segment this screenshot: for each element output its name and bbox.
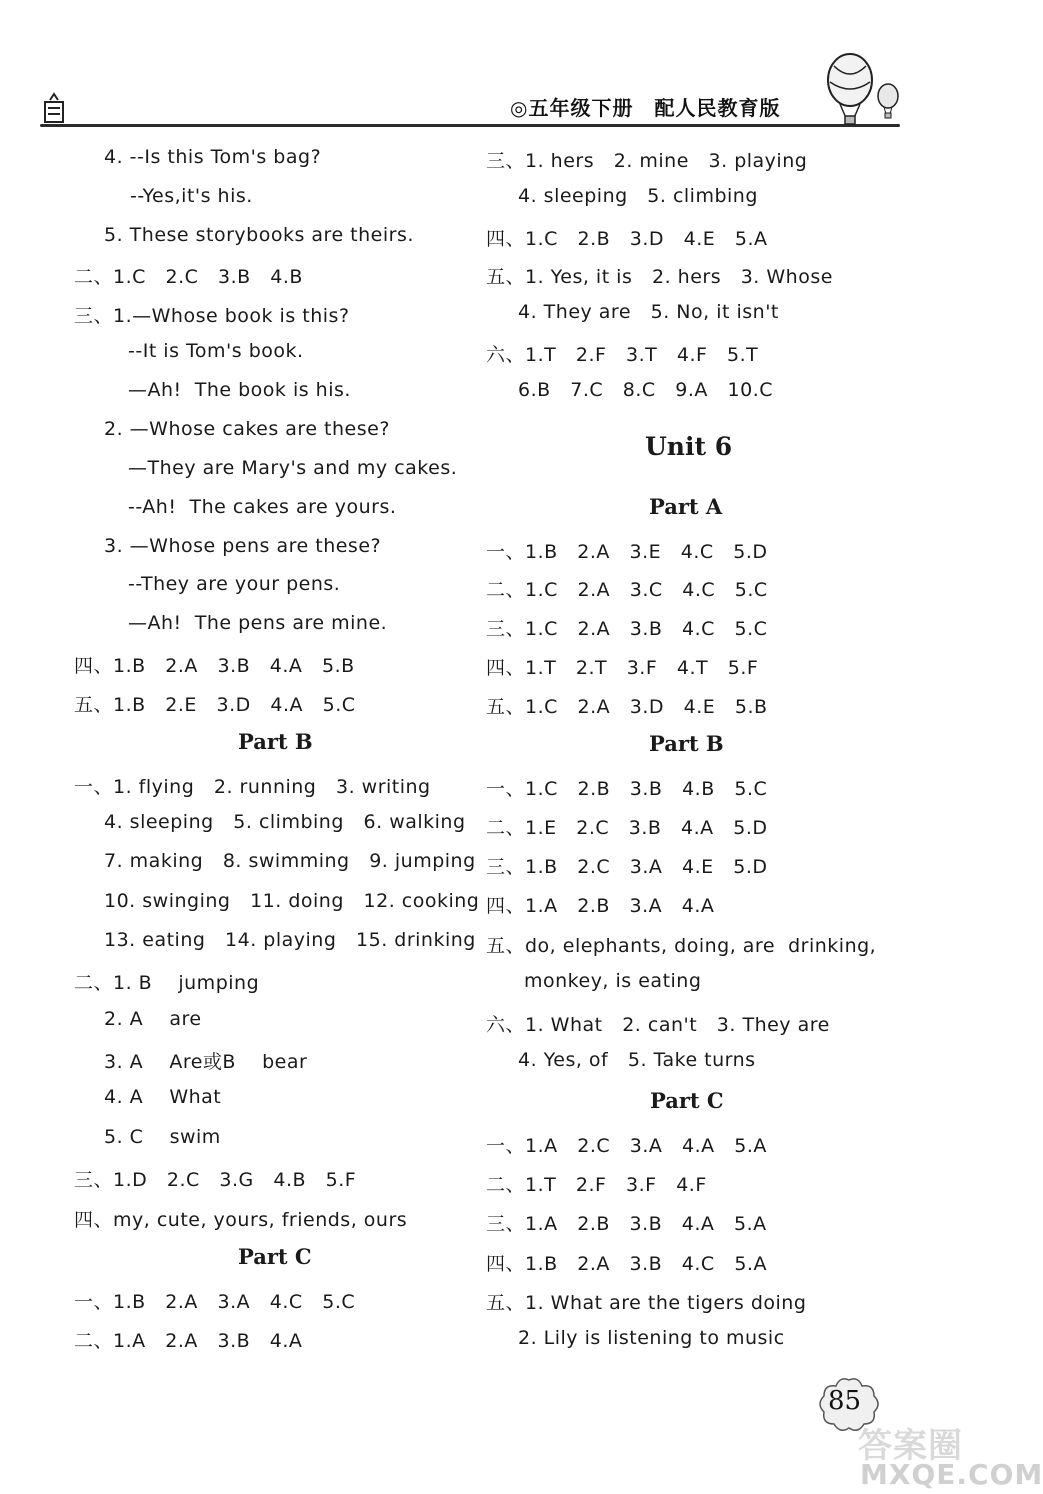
- unit-heading: Unit 6: [645, 432, 733, 461]
- answer-line: 二、1.C 2.A 3.C 4.C 5.C: [486, 579, 768, 601]
- answer-line: 7. making 8. swimming 9. jumping: [104, 850, 476, 872]
- answer-line: 六、1.T 2.F 3.T 4.F 5.T: [486, 344, 759, 366]
- answer-line: —Ah! The book is his.: [128, 379, 351, 401]
- answer-line: 四、1.A 2.B 3.A 4.A: [486, 895, 715, 917]
- answer-line: 一、1.C 2.B 3.B 4.B 5.C: [486, 778, 768, 800]
- answer-line: --It is Tom's book.: [128, 340, 304, 362]
- answer-line: 五、1.C 2.A 3.D 4.E 5.B: [486, 696, 768, 718]
- answer-line: 四、1.T 2.T 3.F 4.T 5.F: [486, 657, 759, 679]
- hot-air-balloon-icon: [818, 52, 908, 132]
- watermark-url: MXQE.COM: [860, 1458, 1043, 1491]
- answer-line: 五、1. What are the tigers doing: [486, 1292, 807, 1314]
- answer-line: 4. sleeping 5. climbing 6. walking: [104, 811, 466, 833]
- answer-line: 二、1.A 2.A 3.B 4.A: [74, 1330, 303, 1352]
- answer-line: 二、1.E 2.C 3.B 4.A 5.D: [486, 817, 768, 839]
- answer-line: --They are your pens.: [128, 573, 341, 595]
- section-heading-part-c: Part C: [650, 1088, 724, 1113]
- answer-line: 四、my, cute, yours, friends, ours: [74, 1209, 408, 1231]
- answer-line: 五、1.B 2.E 3.D 4.A 5.C: [74, 694, 356, 716]
- answer-line: 三、1.D 2.C 3.G 4.B 5.F: [74, 1169, 357, 1191]
- page-number: 85: [828, 1386, 862, 1416]
- answer-line: 4. Yes, of 5. Take turns: [518, 1049, 756, 1071]
- answer-line: 一、1.B 2.A 3.A 4.C 5.C: [74, 1291, 356, 1313]
- answer-line: 二、1.C 2.C 3.B 4.B: [74, 266, 303, 288]
- section-heading-part-a: Part A: [649, 494, 723, 519]
- answer-line: 三、1. hers 2. mine 3. playing: [486, 150, 808, 172]
- answer-line: 三、1.C 2.A 3.B 4.C 5.C: [486, 618, 768, 640]
- answer-line: 2. —Whose cakes are these?: [104, 418, 390, 440]
- answer-line: 三、1.—Whose book is this?: [74, 305, 350, 327]
- answer-line: 四、1.C 2.B 3.D 4.E 5.A: [486, 228, 768, 250]
- header-title: ◎五年级下册 配人民教育版: [510, 96, 781, 120]
- section-heading-part-c: Part C: [238, 1244, 312, 1269]
- answer-line: 10. swinging 11. doing 12. cooking: [104, 890, 480, 912]
- answer-line: 五、do, elephants, doing, are drinking,: [486, 935, 877, 957]
- answer-line: 5. These storybooks are theirs.: [104, 224, 414, 246]
- answer-line: 4. sleeping 5. climbing: [518, 185, 758, 207]
- answer-line: 4. A What: [104, 1086, 222, 1108]
- answer-line: 2. A are: [104, 1008, 202, 1030]
- answer-line: --Ah! The cakes are yours.: [128, 496, 397, 518]
- answer-line: 三、1.B 2.C 3.A 4.E 5.D: [486, 856, 768, 878]
- header-divider: [40, 124, 900, 127]
- answer-line: 13. eating 14. playing 15. drinking: [104, 929, 476, 951]
- answer-line: 6.B 7.C 8.C 9.A 10.C: [518, 379, 774, 401]
- answer-line: 二、1.T 2.F 3.F 4.F: [486, 1174, 707, 1196]
- answer-line: 一、1.A 2.C 3.A 4.A 5.A: [486, 1135, 767, 1157]
- answer-line: 一、1.B 2.A 3.E 4.C 5.D: [486, 541, 768, 563]
- answer-line: 四、1.B 2.A 3.B 4.A 5.B: [74, 655, 355, 677]
- answer-line: 一、1. flying 2. running 3. writing: [74, 776, 431, 798]
- answer-line: --Yes,it's his.: [130, 185, 253, 207]
- answer-line: —They are Mary's and my cakes.: [128, 457, 458, 479]
- answer-line: monkey, is eating: [524, 970, 702, 992]
- answer-line: 五、1. Yes, it is 2. hers 3. Whose: [486, 266, 833, 288]
- answer-line: 三、1.A 2.B 3.B 4.A 5.A: [486, 1213, 767, 1235]
- answer-line: 二、1. B jumping: [74, 972, 260, 994]
- answer-line: 2. Lily is listening to music: [518, 1327, 785, 1349]
- answer-line: 六、1. What 2. can't 3. They are: [486, 1014, 830, 1036]
- answer-line: 4. --Is this Tom's bag?: [104, 146, 322, 168]
- header-logo-icon: [42, 92, 68, 124]
- answer-line: 5. C swim: [104, 1126, 221, 1148]
- section-heading-part-b: Part B: [649, 731, 724, 756]
- section-heading-part-b: Part B: [238, 729, 313, 754]
- answer-line: —Ah! The pens are mine.: [128, 612, 388, 634]
- answer-line: 3. —Whose pens are these?: [104, 535, 382, 557]
- watermark-logo: 答案圈: [858, 1426, 963, 1466]
- answer-line: 3. A Are或B bear: [104, 1051, 308, 1073]
- answer-line: 4. They are 5. No, it isn't: [518, 301, 779, 323]
- answer-line: 四、1.B 2.A 3.B 4.C 5.A: [486, 1253, 767, 1275]
